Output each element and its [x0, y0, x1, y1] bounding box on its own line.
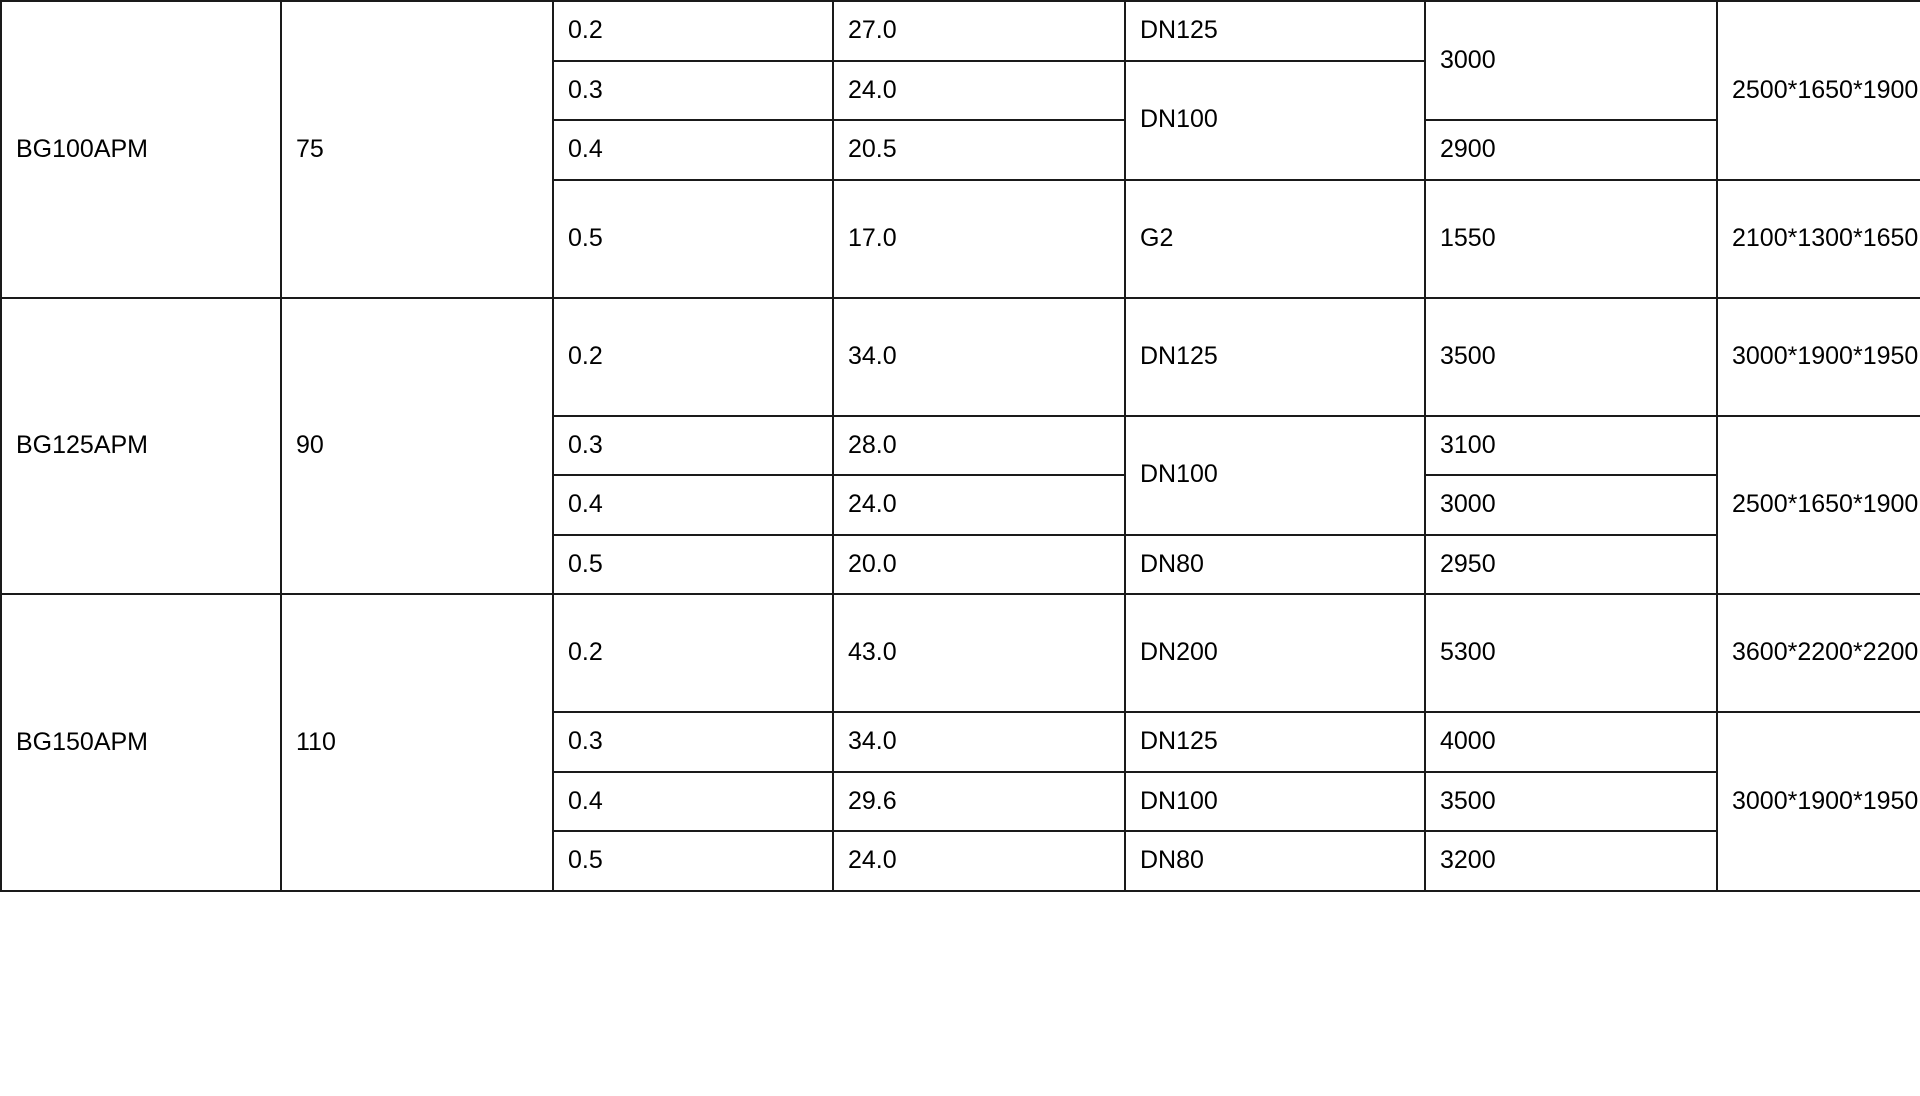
cell-dimensions: 3000*1900*1950 [1717, 712, 1920, 891]
table-row [1, 594, 1920, 712]
cell-flow: 24.0 [833, 475, 1125, 535]
cell-flow: 20.5 [833, 120, 1125, 180]
cell-flow: 20.0 [833, 535, 1125, 595]
cell-weight: 3000 [1425, 475, 1717, 535]
cell-dimensions: 2500*1650*1900 [1717, 416, 1920, 595]
cell-flow: 29.6 [833, 772, 1125, 832]
cell-weight: 3100 [1425, 416, 1717, 476]
cell-pressure: 0.4 [553, 120, 833, 180]
cell-weight: 3500 [1425, 298, 1717, 416]
cell-pressure: 0.2 [553, 298, 833, 416]
cell-outlet: DN100 [1125, 772, 1425, 832]
cell-pressure: 0.4 [553, 772, 833, 832]
cell-outlet: DN100 [1125, 416, 1425, 535]
cell-pressure: 0.3 [553, 416, 833, 476]
cell-weight: 5300 [1425, 594, 1717, 712]
cell-flow: 24.0 [833, 831, 1125, 891]
cell-pressure: 0.5 [553, 180, 833, 298]
cell-flow: 34.0 [833, 298, 1125, 416]
cell-pressure: 0.5 [553, 535, 833, 595]
cell-model: BG125APM [1, 298, 281, 595]
cell-model: BG150APM [1, 594, 281, 891]
cell-pressure: 0.2 [553, 1, 833, 61]
cell-power: 75 [281, 1, 553, 298]
cell-flow: 17.0 [833, 180, 1125, 298]
table-row [1, 298, 1920, 416]
cell-outlet: DN125 [1125, 298, 1425, 416]
cell-outlet: DN80 [1125, 535, 1425, 595]
cell-weight: 4000 [1425, 712, 1717, 772]
cell-flow: 27.0 [833, 1, 1125, 61]
table-row [1, 1, 1920, 61]
cell-weight: 3000 [1425, 1, 1717, 120]
cell-pressure: 0.3 [553, 712, 833, 772]
cell-outlet: DN80 [1125, 831, 1425, 891]
cell-pressure: 0.3 [553, 61, 833, 121]
cell-weight: 1550 [1425, 180, 1717, 298]
cell-flow: 24.0 [833, 61, 1125, 121]
cell-flow: 28.0 [833, 416, 1125, 476]
cell-power: 90 [281, 298, 553, 595]
cell-weight: 3500 [1425, 772, 1717, 832]
cell-pressure: 0.5 [553, 831, 833, 891]
cell-weight: 3200 [1425, 831, 1717, 891]
cell-flow: 43.0 [833, 594, 1125, 712]
cell-power: 110 [281, 594, 553, 891]
cell-outlet: DN125 [1125, 1, 1425, 61]
cell-weight: 2900 [1425, 120, 1717, 180]
cell-pressure: 0.2 [553, 594, 833, 712]
cell-dimensions: 2100*1300*1650 [1717, 180, 1920, 298]
cell-dimensions: 3600*2200*2200 [1717, 594, 1920, 712]
cell-model: BG100APM [1, 1, 281, 298]
cell-weight: 2950 [1425, 535, 1717, 595]
cell-flow: 34.0 [833, 712, 1125, 772]
cell-dimensions: 2500*1650*1900 [1717, 1, 1920, 180]
cell-outlet: DN100 [1125, 61, 1425, 180]
cell-outlet: G2 [1125, 180, 1425, 298]
cell-outlet: DN200 [1125, 594, 1425, 712]
cell-outlet: DN125 [1125, 712, 1425, 772]
cell-pressure: 0.4 [553, 475, 833, 535]
cell-dimensions: 3000*1900*1950 [1717, 298, 1920, 416]
